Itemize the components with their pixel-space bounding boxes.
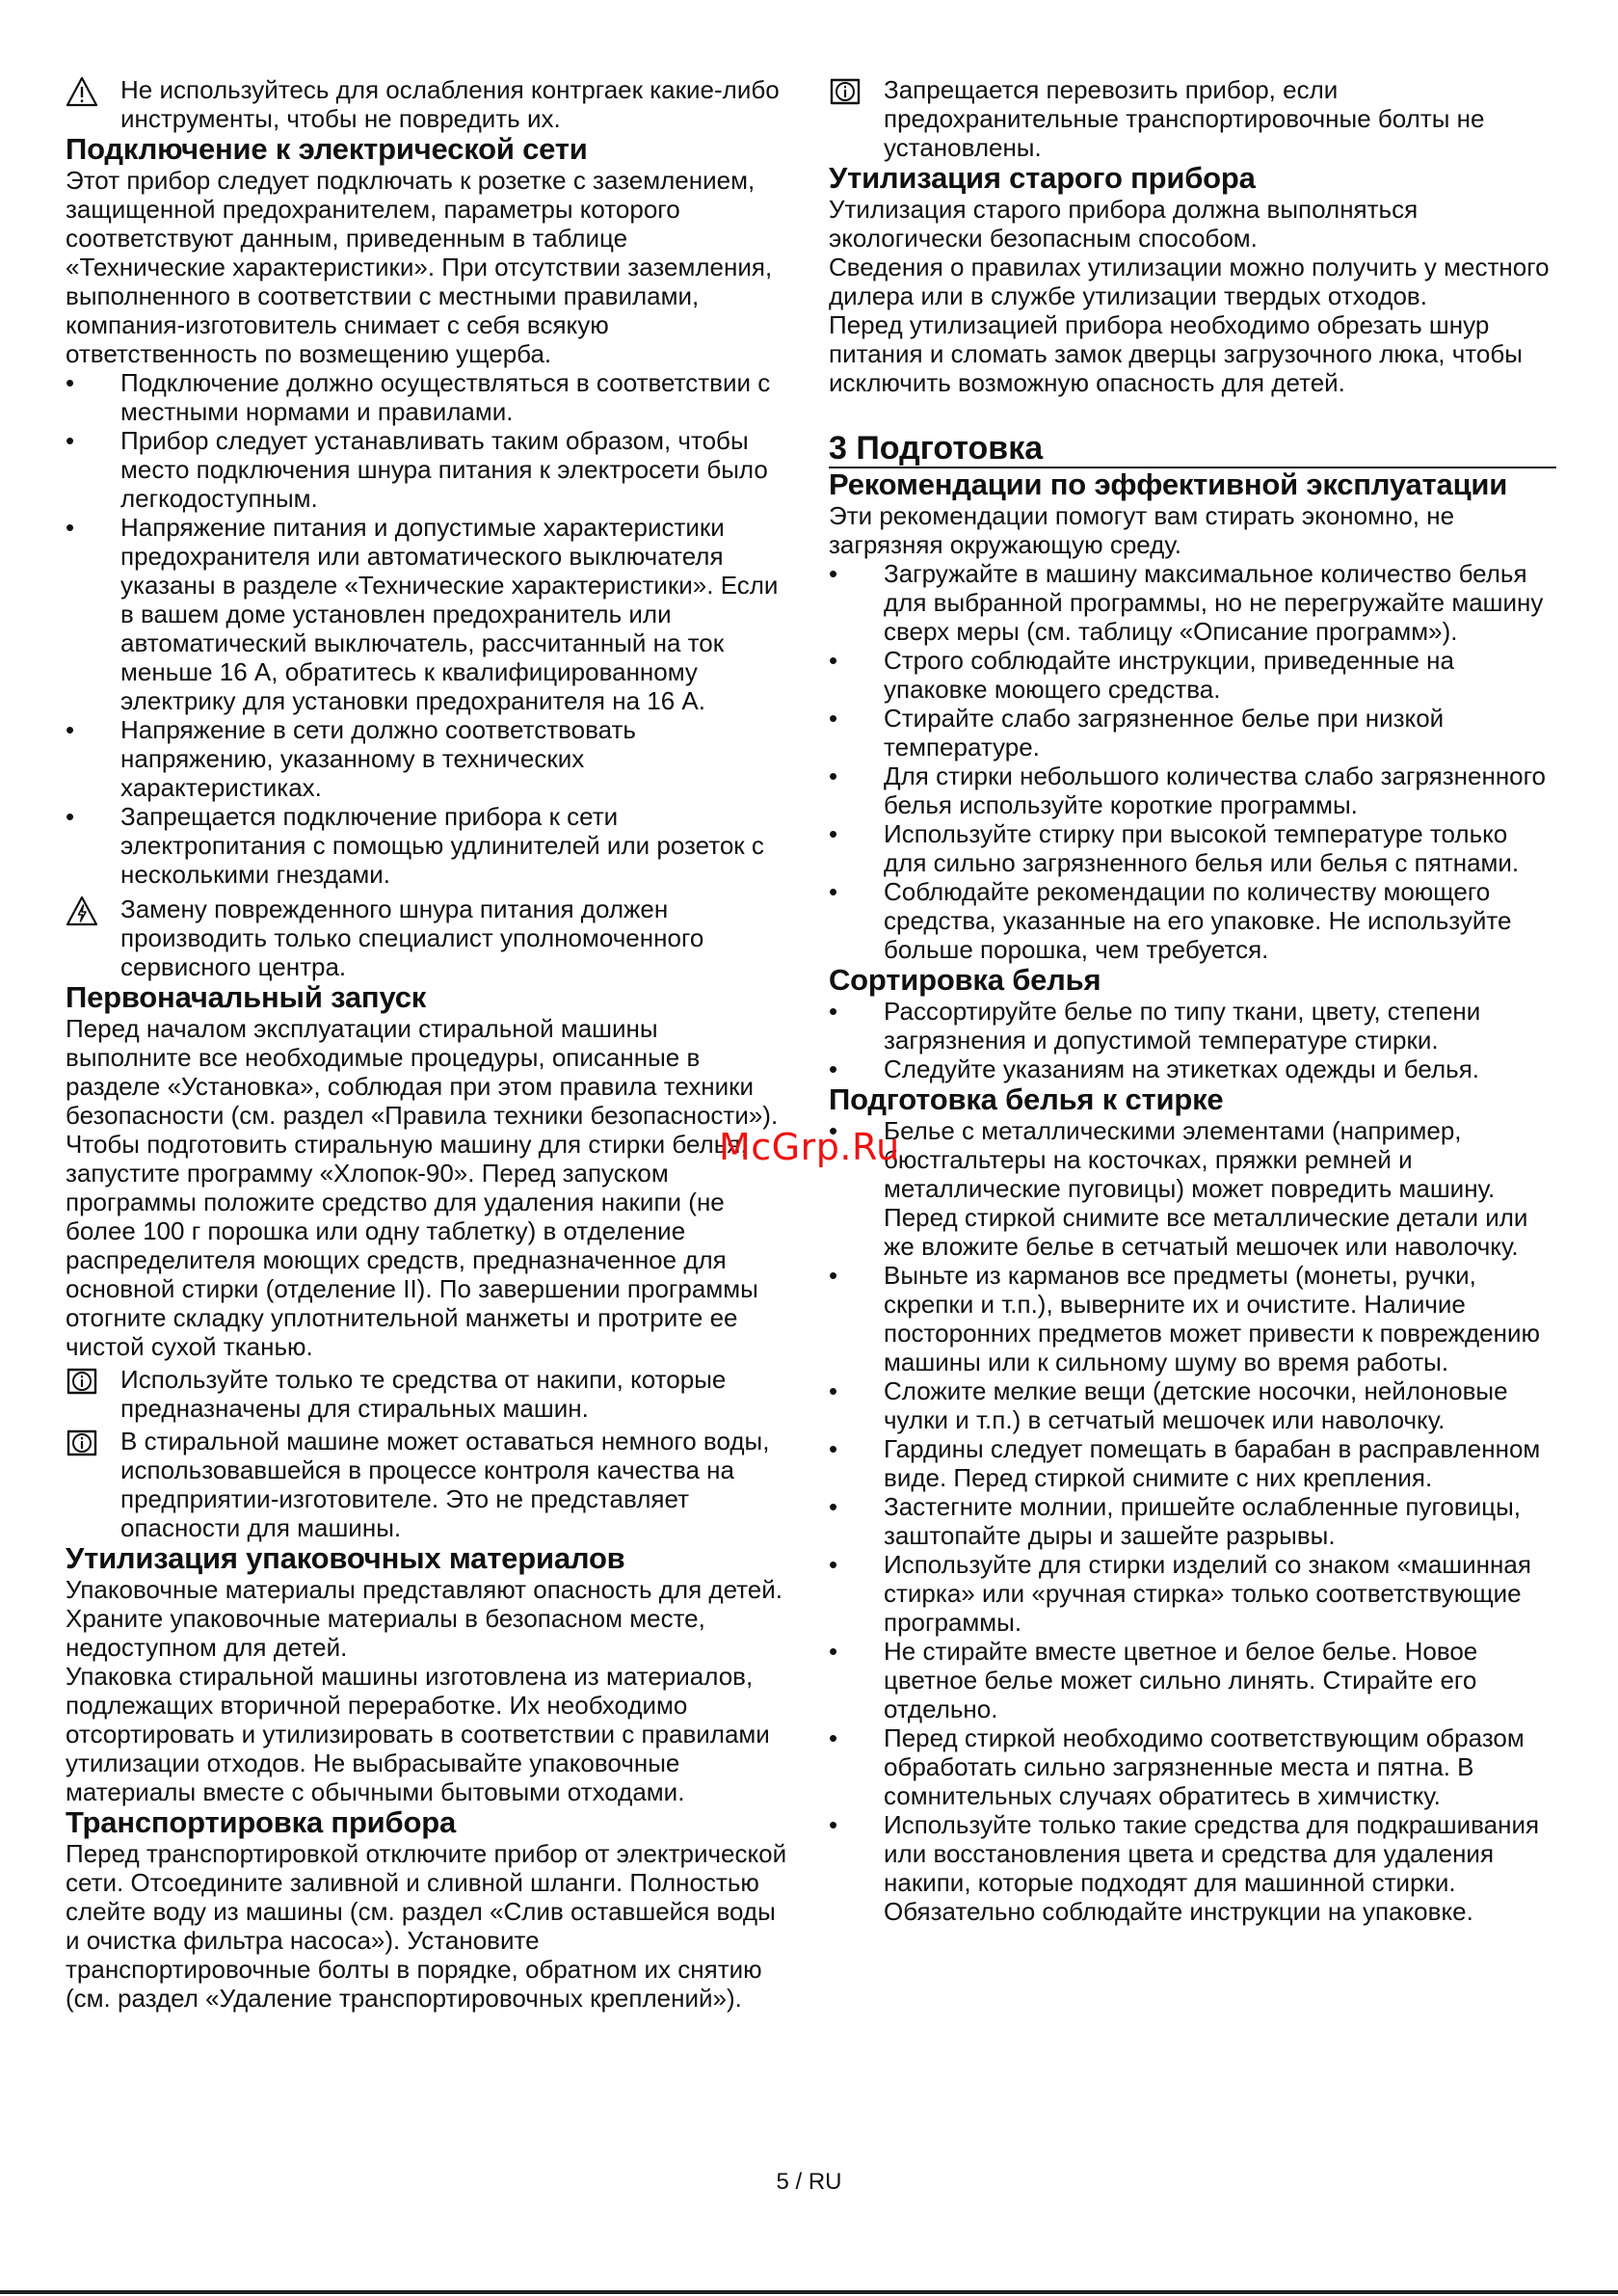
heading-disposal: Утилизация старого прибора <box>829 161 1256 195</box>
paragraph: Сведения о правилах утилизации можно получить у местного дилера или в службе утилизации твердых отходов. <box>829 253 1550 310</box>
list-item: • Для стирки небольшого количества слабо загрязненного белья используйте короткие программы. <box>829 761 1556 819</box>
warning-text: Замену поврежденного шнура питания должен производить только специалист уполномоченного сервисного центра. <box>120 894 704 981</box>
list-item: • Застегните молнии, пришейте ослабленные пуговицы, заштопайте дыры и зашейте разрывы. <box>829 1492 1556 1550</box>
left-column <box>66 75 788 2013</box>
paragraph: Упаковка стиральной машины изготовлена из материалов, подлежащих вторичной переработке. Их необходимо отсортировать и утилизировать в соответствии с правилами утилизации отходов. Не выбрасывайте упаковочные материалы вместе с обычными бытовыми отходами. <box>66 1662 770 1806</box>
list-item: • Строго соблюдайте инструкции, приведенные на упаковке моющего средства. <box>829 646 1556 704</box>
paragraph: Утилизация старого прибора должна выполняться экологически безопасным способом. <box>829 195 1419 253</box>
list-item: • Напряжение питания и допустимые характеристики предохранителя или автоматического выключателя указаны в разделе «Технические характеристики». Если в вашем доме установлен предохранитель или автоматический выключатель, рассчитанный на ток меньше 16 А, обратитесь к квалифицированному электрику для установки предохранителя на 16 А. <box>66 513 788 715</box>
list-item: • Используйте для стирки изделий со знаком «машинная стирка» или «ручная стирка» только соответствующие программы. <box>829 1550 1556 1637</box>
paragraph: Перед утилизацией прибора необходимо обрезать шнур питания и сломать замок дверцы загрузочного люка, чтобы исключить возможную опасность для детей. <box>829 310 1523 397</box>
heading-sorting: Сортировка белья <box>829 963 1101 997</box>
list-item: • Гардины следует помещать в барабан в расправленном виде. Перед стиркой снимите с них крепления. <box>829 1434 1556 1492</box>
list-item: • Прибор следует устанавливать таким образом, чтобы место подключения шнура питания к электросети было легкодоступным. <box>66 426 788 513</box>
heading-preparation: Подготовка белья к стирке <box>829 1082 1224 1116</box>
watermark: McGrp.Ru <box>719 1126 900 1168</box>
list-item: • Напряжение в сети должно соответствовать напряжению, указанному в технических характеристиках. <box>66 715 788 802</box>
footer-rule <box>0 2290 1618 2294</box>
electric-warning-icon <box>66 895 98 926</box>
heading-efficiency: Рекомендации по эффективной эксплуатации <box>829 467 1508 501</box>
paragraph: Перед началом эксплуатации стиральной машины выполните все необходимые процедуры, описанные в разделе «Установка», соблюдая при этом правила техники безопасности (см. раздел «Правила техники безопасности»). <box>66 1014 779 1130</box>
list-item: • Подключение должно осуществляться в соответствии с местными нормами и правилами. <box>66 368 788 426</box>
warning-triangle-icon <box>66 76 98 107</box>
info-note-descaler <box>66 1365 788 1423</box>
list-item: • Выньте из карманов все предметы (монеты, ручки, скрепки и т.п.), выверните их и очистите. Наличие посторонних предметов может привести к повреждению машины или к сильному шуму во время работы. <box>829 1261 1556 1376</box>
paragraph: Упаковочные материалы представляют опасность для детей. Храните упаковочные материалы в безопасном месте, недоступном для детей. <box>66 1575 782 1662</box>
info-note-water <box>66 1427 788 1542</box>
paragraph: Этот прибор следует подключать к розетке с заземлением, защищенной предохранителем, параметры которого соответствуют данным, приведенным в таблице «Технические характеристики». При отсутствии заземления, выполненного в соответствии с местными правилами, компания-изготовитель снимает с себя всякую ответственность по возмещению ущерба. <box>66 166 773 368</box>
page-number: 5 / RU <box>776 2169 842 2195</box>
list-item: • Следуйте указаниям на этикетках одежды и белья. <box>829 1055 1556 1083</box>
paragraph: Перед транспортировкой отключите прибор от электрической сети. Отсоедините заливной и сливной шланги. Полностью слейте воду из машины (см. раздел «Слив оставшейся воды и очистка фильтра насоса»). Установите транспортировочные болты в порядке, обратном их снятию (см. раздел «Удаление транспортировочных креплений»). <box>66 1839 787 2013</box>
info-text: Запрещается перевозить прибор, если предохранительные транспортировочные болты не установлены. <box>884 75 1485 162</box>
info-icon <box>66 1366 98 1397</box>
info-icon <box>829 76 862 107</box>
heading-first-start: Первоначальный запуск <box>66 980 427 1014</box>
list-item: • Белье с металлическими элементами (например, бюстгальтеры на косточках, пряжки ремней и металлические пуговицы) может повредить машину. Перед стиркой снимите все металлические детали или же вложите белье в сетчатый мешочек или наволочку. <box>829 1116 1556 1261</box>
list-item: • Соблюдайте рекомендации по количеству моющего средства, указанные на его упаковке. Не используйте больше порошка, чем требуется. <box>829 877 1556 964</box>
paragraph: Эти рекомендации помогут вам стирать экономно, не загрязняя окружающую среду. <box>829 501 1455 559</box>
info-text: Используйте только те средства от накипи, которые предназначены для стиральных машин. <box>120 1365 727 1423</box>
list-item: • Стирайте слабо загрязненное белье при низкой температуре. <box>829 704 1556 761</box>
info-icon <box>66 1428 98 1458</box>
list-item: • Сложите мелкие вещи (детские носочки, нейлоновые чулки и т.п.) в сетчатый мешочек или наволочку. <box>829 1376 1556 1434</box>
list-item: • Перед стиркой необходимо соответствующим образом обработать сильно загрязненные места и пятна. В сомнительных случаях обратитесь в химчистку. <box>829 1723 1556 1810</box>
heading-transport: Транспортировка прибора <box>66 1805 456 1839</box>
list-item: • Загружайте в машину максимальное количество белья для выбранной программы, но не перегружайте машину сверх меры (см. таблицу «Описание программ»). <box>829 559 1556 646</box>
warning-text: Не используйтесь для ослабления контргаек какие-либо инструменты, чтобы не повредить их. <box>120 75 780 133</box>
list-item: • Используйте только такие средства для подкрашивания или восстановления цвета и средства для удаления накипи, которые подходят для машинной стирки. Обязательно соблюдайте инструкции на упаковке. <box>829 1810 1556 1926</box>
list-item: • Рассортируйте белье по типу ткани, цвету, степени загрязнения и допустимой температуре стирки. <box>829 997 1556 1055</box>
warning-note-cord <box>66 894 788 981</box>
section-title: 3 Подготовка <box>829 430 1556 468</box>
info-text: В стиральной машине может оставаться немного воды, использовавшейся в процессе контроля качества на предприятии-изготовителе. Это не представляет опасности для машины. <box>120 1427 770 1542</box>
list-item: • Не стирайте вместе цветное и белое белье. Новое цветное белье может сильно линять. Стирайте его отдельно. <box>829 1637 1556 1723</box>
right-column <box>829 75 1556 1926</box>
heading-packaging: Утилизация упаковочных материалов <box>66 1541 625 1575</box>
warning-note-locknuts <box>66 75 788 133</box>
list-item: • Запрещается подключение прибора к сети электропитания с помощью удлинителей или розеток с несколькими гнездами. <box>66 802 788 889</box>
heading-electrical: Подключение к электрической сети <box>66 132 588 166</box>
paragraph: Чтобы подготовить стиральную машину для стирки белья, запустите программу «Хлопок-90». Перед запуском программы положите средство для удаления накипи (не более 100 г порошка или одну таблетку) в отделение распределителя моющих средств, предназначенное для основной стирки (отделение II). По завершении программы отогните складку уплотнительной манжеты и протрите ее чистой сухой тканью. <box>66 1130 758 1361</box>
list-item: • Используйте стирку при высокой температуре только для сильно загрязненного белья или белья с пятнами. <box>829 819 1556 877</box>
info-note-transport-bolts <box>829 75 1556 162</box>
